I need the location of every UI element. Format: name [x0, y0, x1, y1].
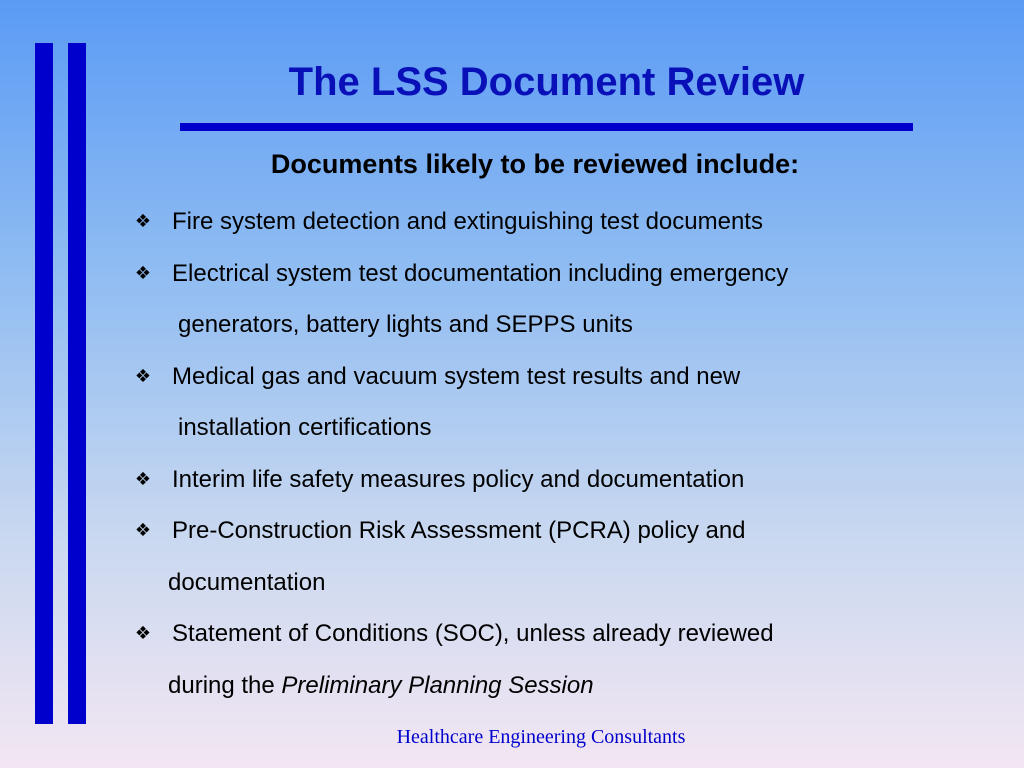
bullet-continuation: installation certifications — [178, 414, 432, 441]
slide-footer: Healthcare Engineering Consultants — [396, 726, 686, 748]
bullet-item — [128, 248, 948, 351]
slide-subheading: Documents likely to be reviewed include: — [270, 149, 800, 179]
bullet-text: Pre-Construction Risk Assessment (PCRA) policy and — [172, 517, 746, 544]
bullet-continuation-prefix: during the — [168, 671, 282, 699]
left-accent-bar — [35, 43, 53, 724]
slide-title: The LSS Document Review — [288, 60, 805, 104]
bullet-item — [128, 505, 948, 608]
bullet-item — [128, 351, 948, 454]
bullet-list — [128, 196, 948, 711]
bullet-diamond-icon: ❖ — [134, 468, 152, 490]
bullet-text: Fire system detection and extinguishing test documents — [172, 208, 763, 235]
bullet-diamond-icon: ❖ — [134, 623, 152, 644]
bullet-text: Medical gas and vacuum system test results and new — [172, 362, 741, 390]
bullet-diamond-icon: ❖ — [134, 365, 152, 387]
right-accent-bar — [68, 43, 86, 724]
bullet-text: Interim life safety measures policy and documentation — [172, 465, 745, 493]
bullet-diamond-icon: ❖ — [134, 211, 152, 232]
bullet-continuation: generators, battery lights and SEPPS units — [178, 311, 633, 338]
bullet-diamond-icon: ❖ — [134, 520, 152, 541]
bullet-text: Electrical system test documentation including emergency — [172, 259, 789, 287]
bullet-text: Statement of Conditions (SOC), unless already reviewed — [172, 620, 774, 647]
bullet-continuation-italic: Preliminary Planning Session — [281, 671, 594, 699]
bullet-item — [128, 454, 948, 506]
bullet-item — [128, 608, 948, 711]
bullet-continuation — [168, 660, 948, 712]
title-underline — [180, 123, 913, 131]
bullet-diamond-icon: ❖ — [134, 262, 152, 284]
bullet-item — [128, 196, 948, 248]
bullet-continuation: documentation — [168, 568, 326, 596]
